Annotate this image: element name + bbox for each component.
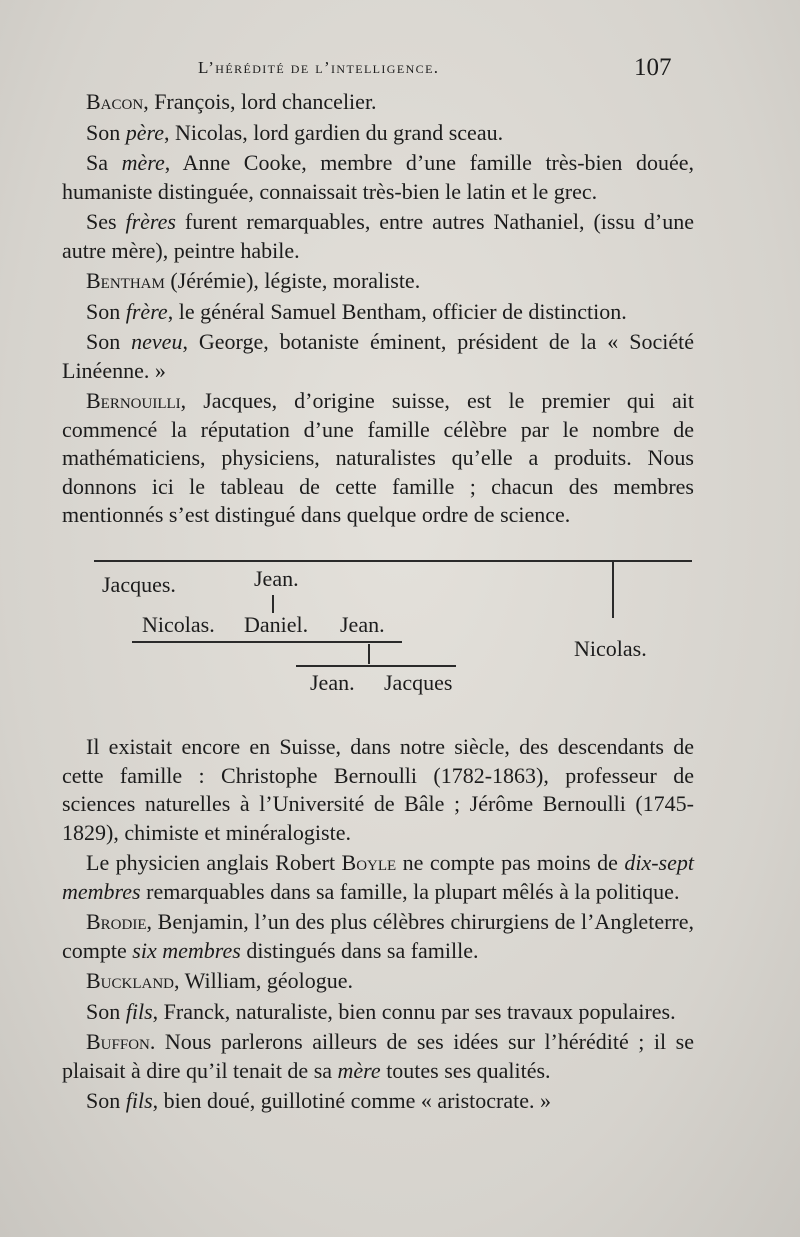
entry-brodie: Brodie, Benjamin, l’un des plus célèbres chirurgiens de l’Angleterre, compte six membres distingués dans sa famille. (62, 909, 694, 963)
buffon-fils: Son fils, bien doué, guillotiné comme « aristocrate. » (86, 1088, 551, 1113)
member-daniel: Daniel. (244, 611, 309, 637)
entry-bacon: Bacon, François, lord chancelier. (86, 89, 377, 114)
page-number: 107 (634, 54, 672, 81)
buckland-fils: Son fils, Franck, naturaliste, bien connu par ses travaux populaires. (86, 998, 676, 1024)
entry-buckland: Buckland, William, géologue. (86, 968, 353, 993)
entry-boyle: Le physicien anglais Robert Boyle ne compte pas moins de dix-sept membres remarquables dans sa famille, la plupart mêlés à la politique. (62, 850, 694, 904)
surname: Boyle (341, 850, 397, 875)
member-jacques: Jacques. (102, 571, 176, 597)
surname: Buffon (86, 1029, 150, 1054)
entry-bernouilli: Bernouilli, Jacques, d’origine suisse, est le premier qui ait commencé la réputation d’une famille célèbre par le nombre de mathématiciens, physiciens, naturalistes qu’elle a produits. Nous donnons ici le tableau de cette famille ; chacun des membres mentionnés s’est distingué dans quelque ordre de science. (62, 388, 694, 527)
bernoulli-family-table (62, 530, 694, 720)
surname: Brodie (86, 909, 147, 934)
generation-rule (132, 641, 402, 643)
member-jacques-2: Jacques (384, 669, 453, 695)
running-title: L’hérédité de l’intelligence. (198, 58, 440, 77)
table-top-rule (94, 560, 692, 562)
member-jean: Jean. (254, 565, 299, 591)
entry-bentham: Bentham (Jérémie), légiste, moraliste. (86, 268, 421, 293)
member-nicolas: Nicolas. (142, 611, 215, 637)
bacon-freres: Ses frères furent remarquables, entre autres Nathaniel, (issu d’une autre mère), peintre habile. (62, 209, 694, 263)
descent-line-jean (272, 595, 274, 613)
member-jean-3: Jean. (310, 669, 355, 695)
bentham-neveu: Son neveu, George, botaniste éminent, président de la « Société Linéenne. » (62, 329, 694, 383)
surname: Bentham (86, 268, 165, 293)
surname: Buckland (86, 968, 175, 993)
grandchildren-rule (296, 665, 456, 667)
bacon-pere: Son père, Nicolas, lord gardien du grand sceau. (86, 119, 504, 145)
descent-line-jean-2 (368, 644, 370, 664)
body-text-top (62, 88, 694, 720)
bacon-mere: Sa mère, Anne Cooke, membre d’une famille très-bien douée, humaniste distinguée, connaissait très-bien le latin et le grec. (62, 150, 694, 204)
descendants-paragraph: Il existait encore en Suisse, dans notre siècle, des descendants de cette famille : Christophe Bernoulli (1782-1863), professeur de sciences naturelles à l’Université de Bâle ; Jérôme Bernoulli (1745-1829), chimiste et minéralogiste. (62, 734, 694, 845)
bentham-frere: Son frère, le général Samuel Bentham, officier de distinction. (86, 298, 627, 324)
entry-buffon: Buffon. Nous parlerons ailleurs de ses idées sur l’hérédité ; il se plaisait à dire qu’il tenait de sa mère toutes ses qualités. (62, 1029, 694, 1083)
page-header (0, 54, 800, 84)
surname: Bernouilli (86, 388, 181, 413)
surname: Bacon (86, 89, 144, 114)
table-right-bracket (612, 562, 614, 618)
body-text-bottom (62, 733, 694, 1116)
member-jean-2: Jean. (340, 611, 385, 637)
member-nicolas-2: Nicolas. (574, 635, 647, 661)
